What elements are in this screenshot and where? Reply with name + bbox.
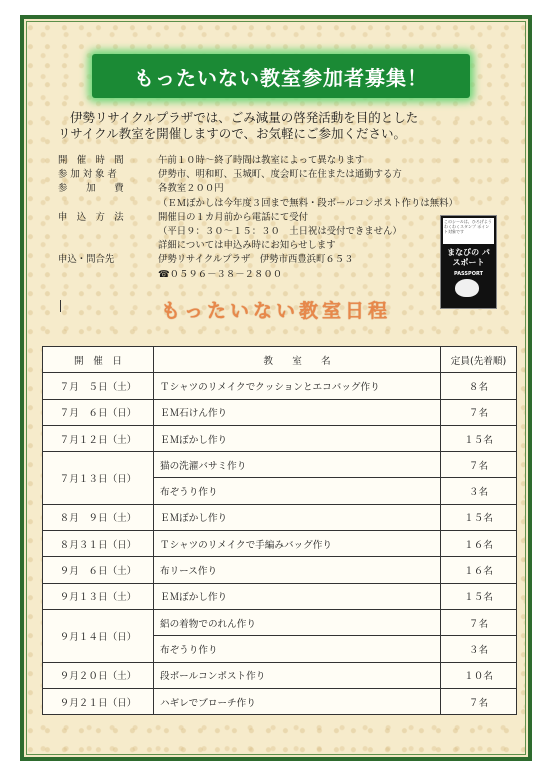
- schedule-table: [42, 346, 517, 715]
- row-date: ７月 ５日（土）: [43, 373, 154, 399]
- intro-line-1: 伊勢リサイクルプラザでは、ごみ減量の啓発活動を目的とした: [70, 110, 419, 125]
- row-capacity: ８名: [441, 373, 517, 399]
- row-capacity: ７名: [441, 688, 517, 714]
- row-capacity: １５名: [441, 504, 517, 530]
- header-capacity: 定員(先着順): [441, 347, 517, 373]
- info-key: 参 加 対 象 者: [58, 169, 117, 181]
- row-capacity: １６名: [441, 531, 517, 557]
- passport-title: [445, 248, 492, 279]
- row-content: Ｔシャツのリメイクで手編みバッグ作り: [154, 531, 441, 557]
- info-row: [58, 154, 438, 168]
- row-content: Ｔシャツのリメイクでクッションとエコバッグ作り: [154, 373, 441, 399]
- row-date: ９月１３日（土）: [43, 583, 154, 609]
- row-date: ７月 ６日（日）: [43, 399, 154, 425]
- info-value: 詳細については申込み時にお知らせします: [158, 240, 336, 252]
- table-row: [43, 373, 517, 399]
- row-capacity: １６名: [441, 557, 517, 583]
- passport-note: このシールは、ひろげよう わくわくスタンプ ポイント対象です: [443, 218, 494, 244]
- row-date: ８月 ９日（土）: [43, 504, 154, 530]
- header-date: 開 催 日: [43, 347, 154, 373]
- info-key: [58, 225, 158, 239]
- row-content: 布ぞうり作り: [154, 636, 441, 662]
- table-row: [43, 557, 517, 583]
- row-content: ＥＭ石けん作り: [154, 399, 441, 425]
- row-capacity: ７名: [441, 609, 517, 635]
- info-value: （平日９：３０～１５：３０ 土日祝は受付できません）: [158, 226, 402, 238]
- row-capacity: ３名: [441, 636, 517, 662]
- table-row: [43, 609, 517, 635]
- row-content: ＥＭぼかし作り: [154, 425, 441, 451]
- table-row: [43, 425, 517, 451]
- info-key: 参 加 費: [58, 183, 124, 195]
- info-key: 申 込 方 法: [58, 211, 124, 223]
- banner-title: もったいない教室参加者募集！: [92, 54, 470, 98]
- row-content: ＥＭぼかし作り: [154, 504, 441, 530]
- info-key: [58, 268, 158, 282]
- info-key: 開 催 時 間: [58, 155, 124, 166]
- intro-line-2: リサイクル教室を開催しますので、お気軽にご参加ください。: [58, 126, 407, 141]
- table-row: [43, 504, 517, 530]
- row-content: ＥＭぼかし作り: [154, 583, 441, 609]
- info-value: 伊勢市、明和町、玉城町、度会町に在住または通勤する方: [158, 169, 402, 181]
- passport-sub-text: PASSPORT: [453, 271, 483, 277]
- info-value: ☎０５９６－３８－２８００: [158, 268, 283, 280]
- schedule-title: もったいない教室日程: [160, 300, 391, 322]
- row-capacity: １０名: [441, 662, 517, 688]
- info-row: [58, 253, 438, 267]
- info-value: （ＥＭぼかしは今年度３回まで無料・段ボールコンポスト作りは無料）: [158, 197, 458, 209]
- table-row: [43, 583, 517, 609]
- info-row: [58, 225, 438, 239]
- info-key: [58, 239, 158, 253]
- info-key: 申込・問合先: [58, 254, 115, 266]
- passport-title-text: まなびの パスポート: [447, 248, 490, 267]
- row-content: 段ボールコンポスト作り: [154, 662, 441, 688]
- info-value: 各教室２００円: [158, 183, 224, 195]
- row-date: ９月２１日（日）: [43, 688, 154, 714]
- table-row: [43, 452, 517, 478]
- info-row: [58, 197, 458, 211]
- mascot-icon: [455, 279, 479, 297]
- row-date: ９月１４日（日）: [43, 609, 154, 662]
- table-row: [43, 662, 517, 688]
- table-header-row: [43, 347, 517, 373]
- info-row: [58, 168, 438, 182]
- row-content: ハギレでブローチ作り: [154, 688, 441, 714]
- row-date: ７月１３日（日）: [43, 452, 154, 505]
- info-key: [58, 197, 158, 211]
- row-content: 猫の洗濯バサミ作り: [154, 452, 441, 478]
- row-date: ８月３１日（日）: [43, 531, 154, 557]
- row-capacity: １５名: [441, 583, 517, 609]
- row-capacity: ７名: [441, 452, 517, 478]
- intro-text: [58, 110, 508, 142]
- header-content: 教 室 名: [154, 347, 441, 373]
- table-row: [43, 688, 517, 714]
- info-row: [58, 268, 438, 282]
- row-content: 布ぞうり作り: [154, 478, 441, 504]
- table-row: [43, 399, 517, 425]
- row-date: ７月１２日（土）: [43, 425, 154, 451]
- table-row: [43, 531, 517, 557]
- info-row: [58, 239, 438, 253]
- info-block: [58, 154, 458, 282]
- row-capacity: ３名: [441, 478, 517, 504]
- row-content: 布リース作り: [154, 557, 441, 583]
- row-content: 絽の着物でのれん作り: [154, 609, 441, 635]
- row-date: ９月 ６日（土）: [43, 557, 154, 583]
- row-date: ９月２０日（土）: [43, 662, 154, 688]
- row-capacity: ７名: [441, 399, 517, 425]
- row-capacity: １５名: [441, 425, 517, 451]
- passport-image: [440, 215, 497, 309]
- info-value: 開催日の１カ月前から電話にて受付: [158, 211, 309, 223]
- info-value: 伊勢リサイクルプラザ 伊勢市西豊浜町６５３: [158, 254, 354, 266]
- info-row: [58, 211, 438, 225]
- info-row: [58, 182, 438, 196]
- info-value: 午前１０時～終了時間は教室によって異なります: [158, 155, 365, 166]
